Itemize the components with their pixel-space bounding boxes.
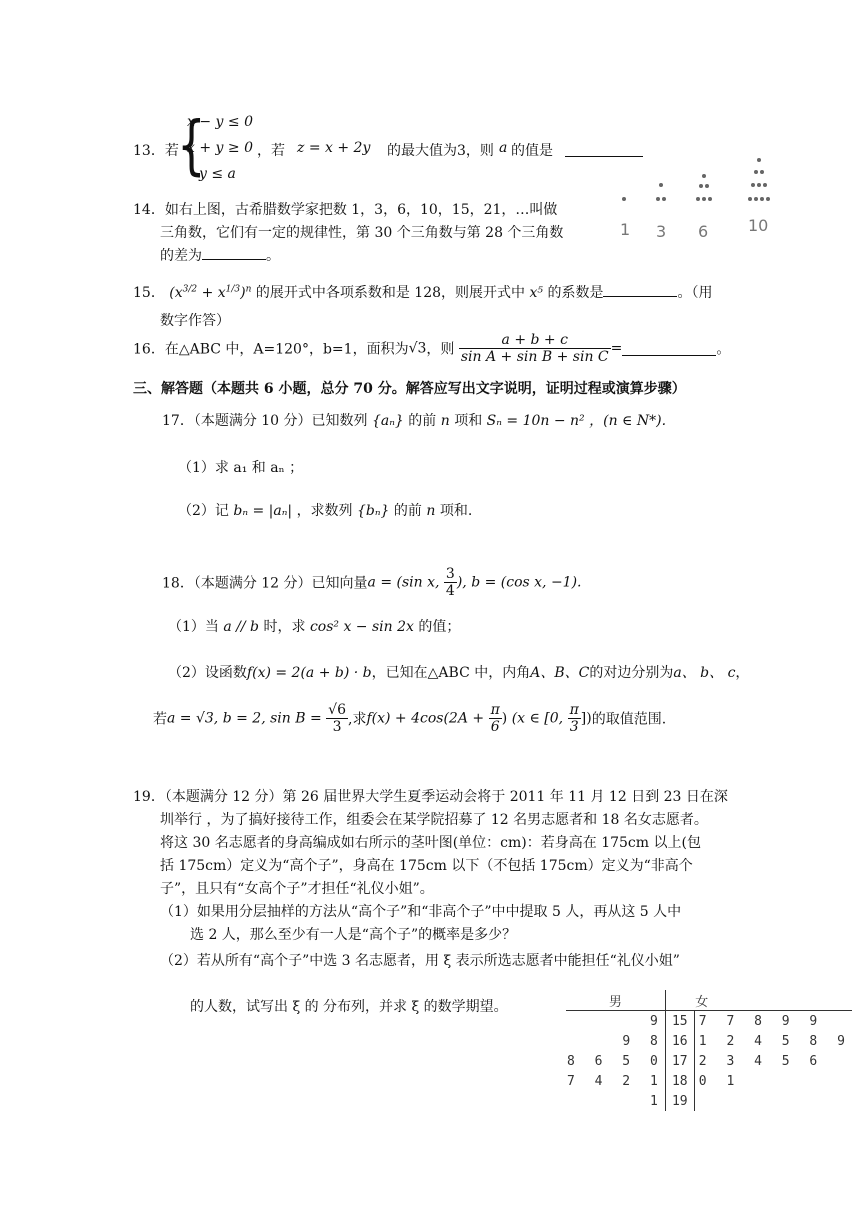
q18-p3-dclose: ]) [580,710,592,727]
stem: 19 [665,1091,694,1111]
q15-answer-blank[interactable] [603,282,677,297]
q19-line-1: 19．（本题满分 12 分）第 26 届世界大学生夏季运动会将于 2011 年 11 月 12 日到 23 日在深 [133,789,728,805]
q18-frac-sqrt6-3 [326,702,348,735]
q19-part-2-b: 的人数，试写出 ξ 的 分布列，并求 ξ 的数学期望。 [190,999,508,1015]
q13-var: a [499,140,508,156]
q17-n: n [440,413,450,429]
q18-p3-fd: 3 [332,719,342,736]
male-leaves: 7 4 2 1 [567,1073,664,1089]
female-leaves: 0 1 [698,1073,741,1089]
q15-text-b: 的系数是 [547,285,604,301]
q18-p2-d: ， [735,665,750,681]
q18-p2-b: ，已知在△ABC 中，内角 [371,665,531,681]
stem-leaf-row [566,1071,852,1091]
q17-p2-seq: {bₙ} [357,503,390,519]
question-16 [133,332,730,365]
male-leaves: 9 [649,1013,664,1029]
q15-binomial: $(x^{3/2} + x^{1/3})^n$ [169,284,252,301]
q19-part-1-a: （1）如果用分层抽样的方法从“高个子”和“非高个子”中中提取 5 人，再从这 5 人中 [160,904,682,920]
stem: 17 [665,1051,694,1071]
q19-line-5: 子”，且只有“女高个子”才担任“礼仪小姐”。 [160,881,434,897]
q18-p3-vals: a = √3, b = 2, sin B = [167,710,322,727]
q18-p3-dom: (x ∈ [0, [511,710,564,727]
q19-line-3: 将这 30 名志愿者的身高编成如右所示的茎叶图(单位：cm)：若身高在 175cm 以上(包 [160,835,701,851]
triangle-label-3: 3 [656,222,667,241]
header-male: 男 [608,994,622,1010]
stem-leaf-row [566,1091,852,1111]
q19-line-4: 括 175cm）定义为“高个子”，身高在 175cm 以下（不包括 175cm）定义为“非高个 [160,858,693,874]
q18-vec-a: a = (sin x, [367,574,440,591]
q18-p1-expr: cos² x − sin 2x [309,619,414,635]
triangle-numbers-figure [610,150,780,245]
question-18 [162,566,582,599]
q18-p3-pi3d: 3 [569,719,579,736]
q13-text-c: 的值是 [511,143,553,159]
q18-frac-pi-3 [568,702,581,735]
q18-p3-b: ,求 [348,711,367,728]
q18-part-1 [168,616,460,636]
female-leaves: 1 2 4 5 8 9 [698,1033,851,1049]
female-leaves: 2 3 4 5 6 [698,1053,824,1069]
q18-frac-pi-6 [489,702,502,735]
q17-part-1: （1）求 a₁ 和 aₙ ； [178,460,304,476]
q15-term: x⁵ [529,285,543,301]
q16-sqrt3: √3 [408,340,427,357]
section-3-heading: 三、解答题（本题共 6 小题，总分 70 分。解答应写出文字说明，证明过程或演算步骤） [133,381,686,397]
q18-p3-c: 的取值范围. [591,711,667,728]
q18-vec-b: ), b = (cos x, −1). [456,574,582,591]
stem-leaf-table [566,990,852,1111]
q16-text-a: 16．在△ABC 中，A=120°，b=1，面积为 [133,341,409,358]
q13-brace: { [177,109,206,183]
q18-part-2-cont [153,702,666,735]
q17-intro-a: 17．（本题满分 10 分）已知数列 [162,413,368,429]
q19-line-2: 圳举行 ，为了搞好接待工作，组委会在某学院招募了 12 名男志愿者和 18 名女志愿者。 [160,812,708,828]
q18-intro-a: 18．（本题满分 12 分）已知向量 [162,575,368,592]
q17-intro-c: 项和 [454,413,483,429]
q14-line-3 [160,245,280,265]
q18-p2-f: f(x) = 2(a + b) · b [246,665,372,681]
q16-eq: = [610,340,623,357]
q17-p2-d: 项和. [439,503,473,519]
q15-text-c: 。（用 [677,285,713,301]
triangle-label-6: 6 [698,222,709,241]
q18-p3-fn: √6 [328,702,346,718]
q15-text-a: 的展开式中各项系数和是 128，则展开式中 [255,285,526,301]
q18-p3-pin: π [490,702,500,718]
q16-fraction-denominator: sin A + sin B + sin C [460,349,609,366]
male-leaves: 9 8 [622,1033,664,1049]
q17-p2-c: 的前 [393,503,422,519]
q16-fraction [459,332,611,365]
q17-part-2 [178,500,472,520]
q18-p3-f: f(x) + 4cos(2A + [366,710,485,727]
q17-formula: Sₙ = 10n − n² [486,413,585,429]
q14-line-3-text: 的差为 [160,248,202,264]
q18-p3-a: 若 [153,711,167,728]
q13-text-b: 的最大值为3，则 [387,143,494,159]
q17-p2-n: n [426,503,436,519]
q13-ineq-1: x − y ≤ 0 [187,114,253,130]
q16-text-b: ，则 [426,341,455,358]
stem-leaf-plot [566,990,852,1111]
q18-fraction-3-4 [444,566,457,599]
q18-p1-c: 的值； [418,619,461,635]
stem: 15 [665,1011,694,1032]
header-female: 女 [695,994,709,1010]
stem-leaf-row [566,1031,852,1051]
q18-p2-angles: A、B、C [530,665,590,681]
q13-ineq-2: x + y ≥ 0 [187,140,253,156]
triangle-label-10: 10 [748,216,769,235]
q18-p1-par: a // b [223,619,260,635]
q17-p2-a: （2）记 [178,503,229,519]
q16-fraction-numerator: a + b + c [459,332,611,349]
q18-p3-pid: 6 [490,719,500,736]
q19-part-2-a: （2）若从所有“高个子”中选 3 名志愿者，用 ξ 表示所选志愿者中能担任“礼仪小姐” [160,953,680,969]
q14-line-1: 14．如右上图，古希腊数学家把数 1，3，6，10，15，21，…叫做 [133,202,558,218]
header-stem [665,990,694,1011]
male-leaves: 1 [649,1093,664,1109]
q15-number: 15． [133,285,165,301]
stem-leaf-header [566,990,852,1011]
q18-p3-close: ) [501,710,508,727]
q14-line-3-end: 。 [266,248,280,264]
q16-end: 。 [716,341,731,358]
q18-p1-a: （1）当 [168,619,219,635]
female-leaves: 7 7 8 9 9 [698,1013,824,1029]
question-15 [133,282,712,302]
q14-answer-blank[interactable] [202,245,266,260]
q13-text-a: ，若 [257,143,285,159]
female-leaves [694,1091,852,1111]
q18-frac-den: 4 [445,583,455,600]
q18-p2-c: 的对边分别为 [589,665,674,681]
triangle-label-1: 1 [620,220,631,239]
q17-cond: ，(n ∈ N*). [589,413,667,429]
q19-part-1-b: 选 2 人，那么至少有一人是“高个子”的概率是多少？ [190,927,517,943]
q13-number: 13．若 [133,143,179,159]
stem: 16 [665,1031,694,1051]
q18-part-2 [168,662,749,682]
q18-p1-b: 时，求 [263,619,306,635]
q15-line-2: 数字作答） [160,313,230,329]
stem-leaf-row [566,1051,852,1071]
male-leaves: 8 6 5 0 [567,1053,664,1069]
q13-ineq-3: y ≤ a [199,166,236,182]
q17-intro-b: 的前 [408,413,437,429]
question-17 [162,410,666,430]
q18-p3-pi3n: π [569,702,579,718]
q17-p2-formula: bₙ = |aₙ| [233,503,293,519]
q18-frac-num: 3 [445,566,455,582]
stem: 18 [665,1071,694,1091]
q14-line-2: 三角数，它们有一定的规律性，第 30 个三角数与第 28 个三角数 [160,225,564,241]
q13-expr: z = x + 2y [297,140,371,156]
q17-p2-b: ，求数列 [296,503,353,519]
stem-leaf-row [566,1011,852,1032]
q17-seq: {aₙ} [371,413,404,429]
q16-answer-blank[interactable] [622,341,716,356]
q18-p2-sides: a、 b、 c [673,665,736,681]
q18-p2-a: （2）设函数 [168,665,247,681]
